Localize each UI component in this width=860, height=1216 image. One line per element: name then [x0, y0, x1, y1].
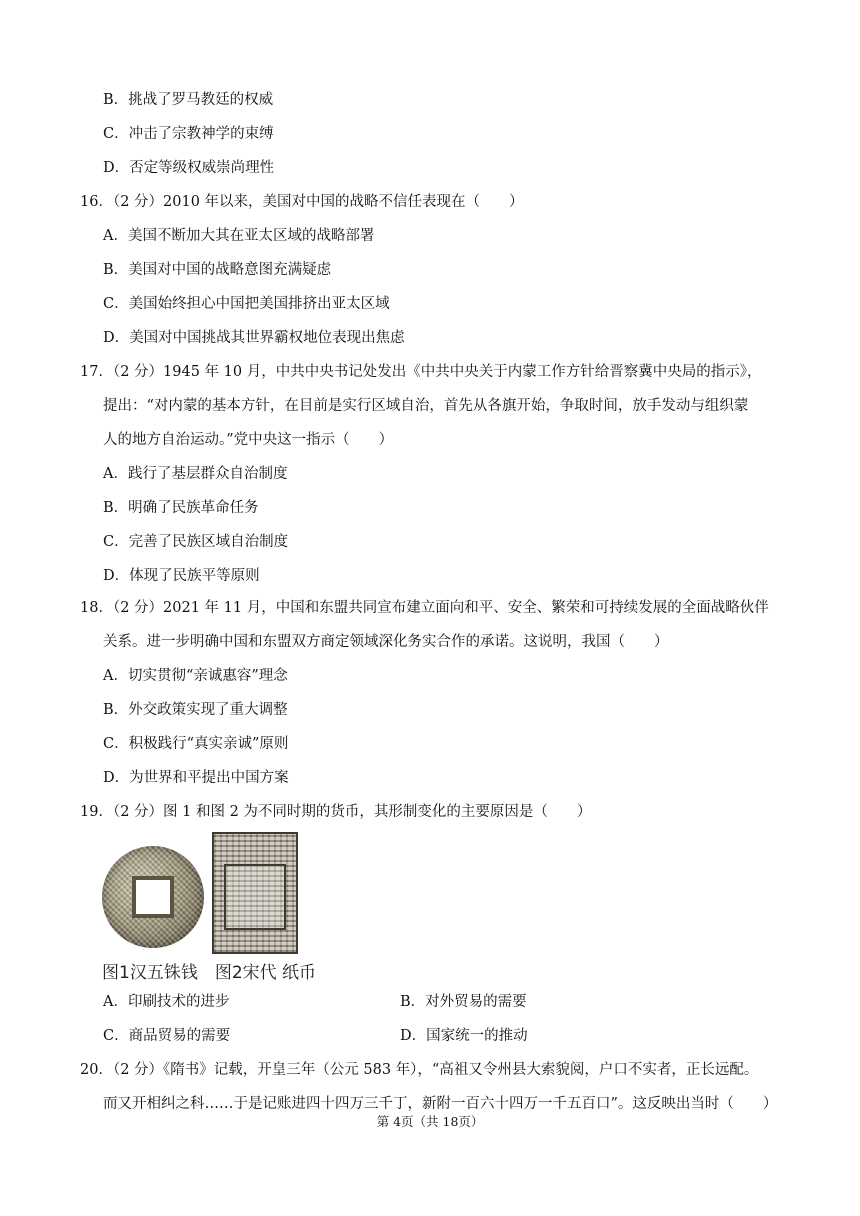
option-d: D．体现了民族平等原则 [103, 568, 260, 584]
page-footer: 第 4页（共 18页） [376, 1114, 484, 1129]
option-b: B．对外贸易的需要 [400, 994, 527, 1010]
option-b: B．挑战了罗马教廷的权威 [103, 92, 274, 108]
question-17: 17．（2 分）1945 年 10 月，中共中央书记处发出《中共中央关于内蒙工作方针给晋察冀中央局的指示》， [80, 364, 762, 380]
option-a: A．切实贯彻“亲诚惠容”理念 [103, 668, 288, 684]
option-a: A．印刷技术的进步 [103, 994, 230, 1010]
option-d: D．国家统一的推动 [400, 1028, 528, 1044]
option-c: C．冲击了宗教神学的束缚 [103, 126, 274, 142]
question-18: 18．（2 分）2021 年 11 月，中国和东盟共同宣布建立面向和平、安全、繁荣和可持续发展的全面战略伙伴 [80, 600, 769, 616]
option-b: B．外交政策实现了重大调整 [103, 702, 288, 718]
option-d: D．为世界和平提出中国方案 [103, 770, 289, 786]
option-d: D．否定等级权威崇尚理性 [103, 160, 275, 176]
question-16: 16．（2 分）2010 年以来，美国对中国的战略不信任表现在（ ） [80, 194, 524, 210]
paper-money-image [212, 832, 298, 954]
question-18-continued: 关系。进一步明确中国和东盟双方商定领域深化务实合作的承诺。这说明，我国（ ） [103, 634, 669, 650]
figure-caption: 图1汉五铢钱 图2宋代 纸币 [102, 963, 317, 983]
question-19: 19．（2 分）图 1 和图 2 为不同时期的货币，其形制变化的主要原因是（ ） [80, 804, 592, 820]
option-c: C．积极践行“真实亲诚”原则 [103, 736, 289, 752]
option-b: B．明确了民族革命任务 [103, 500, 259, 516]
question-20-continued: 而又开相纠之科……于是记账进四十四万三千丁，新附一百六十四万一千五百口”。这反映出当时（ ） [103, 1096, 778, 1112]
option-b: B．美国对中国的战略意图充满疑虑 [103, 262, 332, 278]
currency-figure [100, 830, 340, 982]
question-17-continued: 人的地方自治运动。”党中央这一指示（ ） [103, 432, 394, 448]
question-20: 20．（2 分）《隋书》记载，开皇三年（公元 583 年），“高祖又令州县大索貌阅，户口不实者，正长远配。 [80, 1062, 759, 1078]
option-a: A．美国不断加大其在亚太区域的战略部署 [103, 228, 375, 244]
question-17-continued: 提出：“对内蒙的基本方针，在目前是实行区域自治，首先从各旗开始，争取时间，放手发动与组织蒙 [103, 398, 749, 414]
option-d: D．美国对中国挑战其世界霸权地位表现出焦虑 [103, 330, 405, 346]
option-c: C．商品贸易的需要 [103, 1028, 231, 1044]
option-c: C．美国始终担心中国把美国排挤出亚太区域 [103, 296, 390, 312]
option-a: A．践行了基层群众自治制度 [103, 466, 288, 482]
option-c: C．完善了民族区域自治制度 [103, 534, 289, 550]
wuzhu-coin-image [102, 846, 204, 948]
